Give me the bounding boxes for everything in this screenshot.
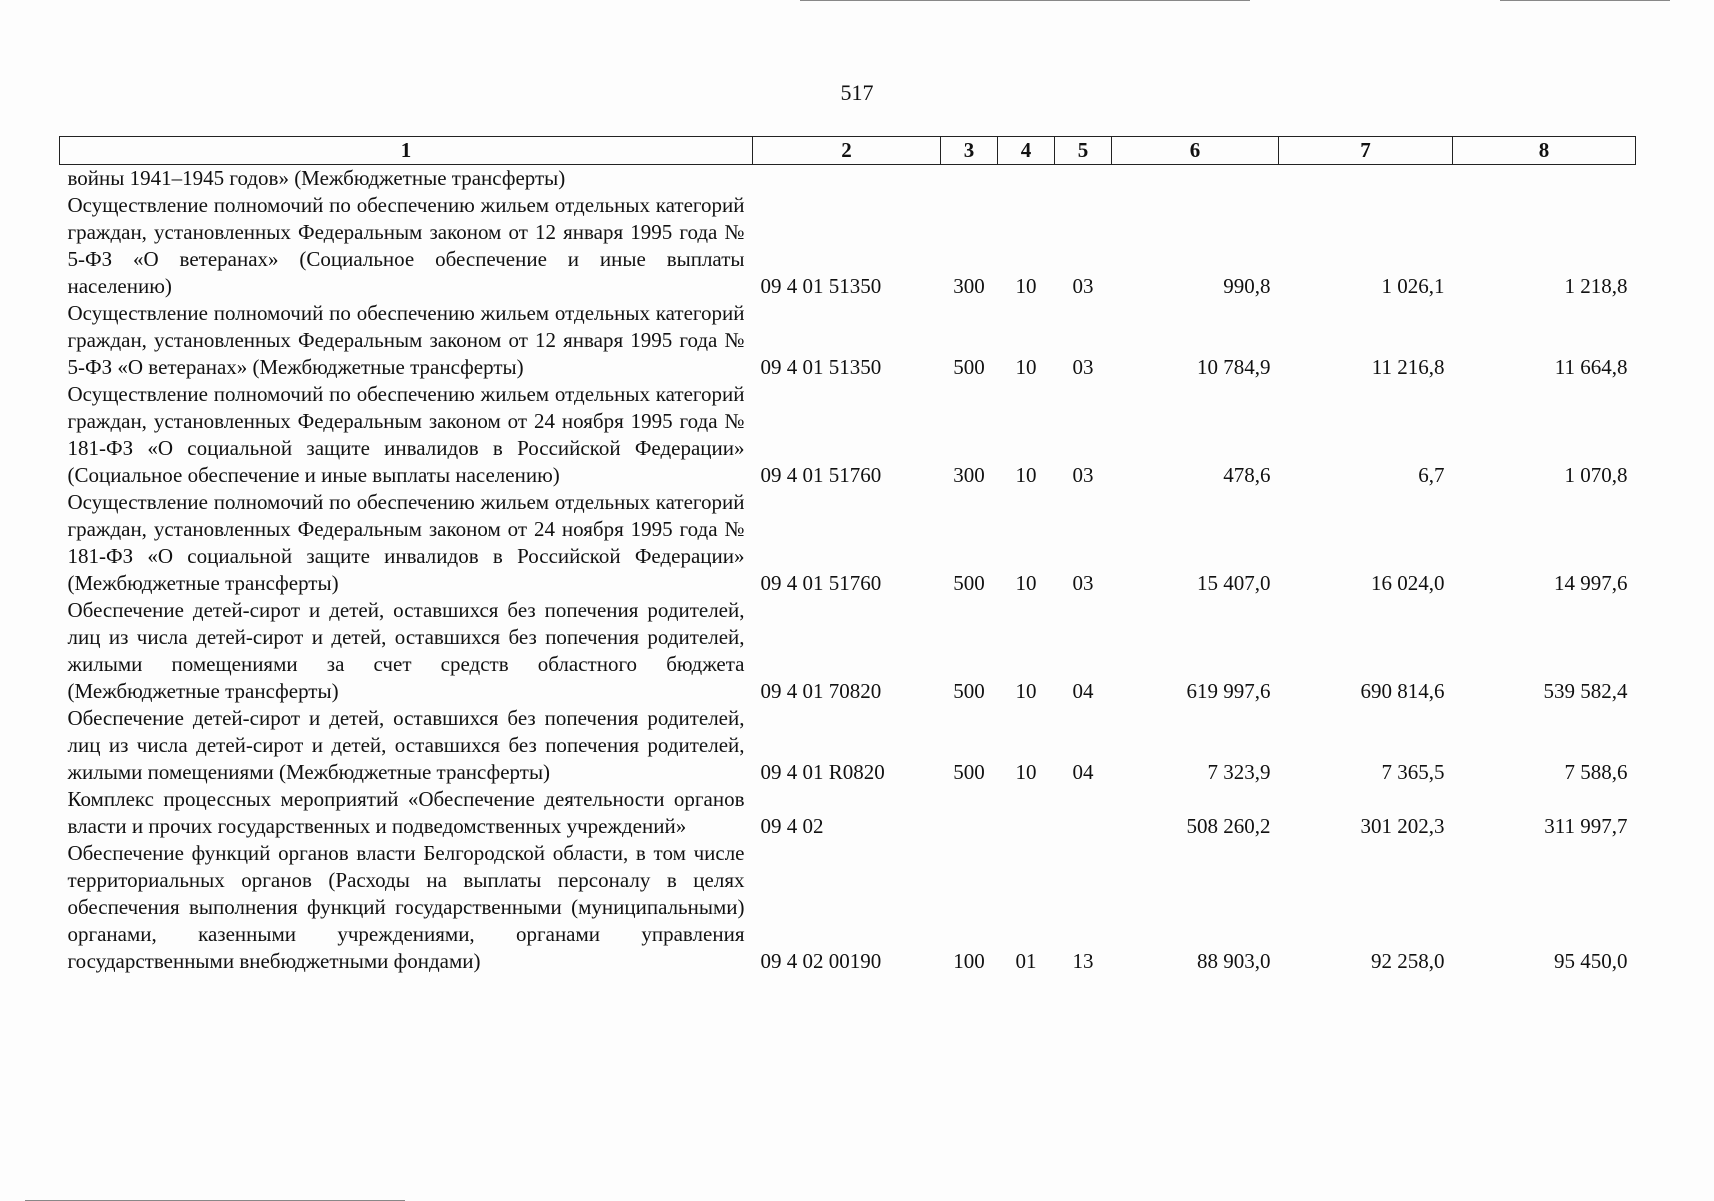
row-section: 10 <box>1015 463 1037 487</box>
row-target-code: 09 4 01 51760 <box>760 463 882 487</box>
row-target-code: 09 4 01 51760 <box>760 571 882 595</box>
row-amount-year3: 1 218,8 <box>1564 274 1628 298</box>
row-section <box>998 786 1055 840</box>
table-row <box>60 705 1636 786</box>
row-expense-type: 500 <box>953 679 985 703</box>
row-amount-year3: 1 070,8 <box>1564 463 1628 487</box>
column-header: 3 <box>941 137 998 165</box>
row-amount-year1: 88 903,0 <box>1197 949 1271 973</box>
page-number: 517 <box>840 80 874 105</box>
row-amount-year3: 7 588,6 <box>1564 760 1628 784</box>
table-row <box>60 786 1636 840</box>
row-subsection: 03 <box>1072 571 1094 595</box>
row-amount-year2: 1 026,1 <box>1381 274 1445 298</box>
row-expense-type: 500 <box>953 571 985 595</box>
row-subsection: 13 <box>1072 949 1094 973</box>
row-amount-year3: 311 997,7 <box>1544 814 1628 838</box>
row-subsection: 03 <box>1072 274 1094 298</box>
column-header: 8 <box>1453 137 1636 165</box>
row-subsection: 03 <box>1072 355 1094 379</box>
row-amount-year1 <box>1112 165 1279 193</box>
column-header: 1 <box>60 137 753 165</box>
column-header: 5 <box>1055 137 1112 165</box>
row-amount-year2: 7 365,5 <box>1381 760 1445 784</box>
table-row <box>60 489 1636 597</box>
row-description: Обеспечение детей-сирот и детей, оставшихся без попечения родителей, лиц из числа детей-сирот и детей, оставшихся без попечения родителей, жилыми помещениями (Межбюджетные трансферты) <box>67 706 745 784</box>
row-target-code: 09 4 02 <box>760 814 824 838</box>
table-header-row <box>60 137 1636 165</box>
row-section: 10 <box>1015 274 1037 298</box>
row-description: Осуществление полномочий по обеспечению жильем отдельных категорий граждан, установленных Федеральным законом от 12 января 1995 года № 5-ФЗ «О ветеранах» (Социальное обеспечение и иные выплаты населению) <box>67 193 745 298</box>
row-target-code: 09 4 01 51350 <box>760 355 882 379</box>
column-header: 6 <box>1112 137 1279 165</box>
row-amount-year1: 990,8 <box>1223 274 1271 298</box>
row-amount-year2: 92 258,0 <box>1371 949 1445 973</box>
row-description: Обеспечение функций органов власти Белгородской области, в том числе территориальных органов (Расходы на выплаты персоналу в целях обеспечения выполнения функций государственными (муниципальными) органами, казенными учреждениями, органами управления государственными внебюджетными фондами) <box>67 841 745 973</box>
row-subsection: 04 <box>1072 760 1094 784</box>
row-description: Обеспечение детей-сирот и детей, оставшихся без попечения родителей, лиц из числа детей-сирот и детей, оставшихся без попечения родителей, жилыми помещениями за счет средств областного бюджета (Межбюджетные трансферты) <box>67 598 745 703</box>
row-amount-year2: 11 216,8 <box>1371 355 1445 379</box>
column-header: 7 <box>1279 137 1453 165</box>
row-expense-type: 500 <box>953 355 985 379</box>
row-amount-year2 <box>1279 165 1453 193</box>
row-expense-type: 300 <box>953 274 985 298</box>
row-expense-type: 500 <box>953 760 985 784</box>
scan-artifact-line <box>1500 0 1670 1</box>
table-row <box>60 192 1636 300</box>
row-subsection <box>1055 786 1112 840</box>
table-row <box>60 381 1636 489</box>
column-header: 4 <box>998 137 1055 165</box>
table-row <box>60 840 1636 975</box>
row-description: Осуществление полномочий по обеспечению жильем отдельных категорий граждан, установленных Федеральным законом от 12 января 1995 года № 5-ФЗ «О ветеранах» (Межбюджетные трансферты) <box>67 301 745 379</box>
row-section: 01 <box>1015 949 1037 973</box>
row-expense-type <box>941 165 998 193</box>
budget-table <box>59 136 1636 975</box>
row-section: 10 <box>1015 760 1037 784</box>
row-target-code: 09 4 01 70820 <box>760 679 882 703</box>
row-amount-year1: 7 323,9 <box>1207 760 1271 784</box>
row-amount-year1: 15 407,0 <box>1197 571 1271 595</box>
row-amount-year3 <box>1453 165 1636 193</box>
row-expense-type: 300 <box>953 463 985 487</box>
table-row <box>60 300 1636 381</box>
row-section: 10 <box>1015 355 1037 379</box>
row-description: Осуществление полномочий по обеспечению жильем отдельных категорий граждан, установленных Федеральным законом от 24 ноября 1995 года № 181-ФЗ «О социальной защите инвалидов в Российской Федерации» (Межбюджетные трансферты) <box>67 490 745 595</box>
scan-artifact-line <box>800 0 1250 1</box>
row-amount-year1: 619 997,6 <box>1186 679 1271 703</box>
row-amount-year3: 11 664,8 <box>1554 355 1628 379</box>
row-amount-year2: 6,7 <box>1418 463 1445 487</box>
row-subsection: 04 <box>1072 679 1094 703</box>
row-amount-year3: 14 997,6 <box>1554 571 1628 595</box>
row-amount-year3: 539 582,4 <box>1543 679 1628 703</box>
row-amount-year3: 95 450,0 <box>1554 949 1628 973</box>
row-section: 10 <box>1015 679 1037 703</box>
table-row <box>60 597 1636 705</box>
row-amount-year1: 508 260,2 <box>1186 814 1271 838</box>
row-section: 10 <box>1015 571 1037 595</box>
row-target-code <box>753 165 941 193</box>
column-header: 2 <box>753 137 941 165</box>
row-subsection <box>1055 165 1112 193</box>
row-amount-year2: 301 202,3 <box>1360 814 1445 838</box>
row-amount-year2: 690 814,6 <box>1360 679 1445 703</box>
row-target-code: 09 4 02 00190 <box>760 949 882 973</box>
row-expense-type: 100 <box>953 949 985 973</box>
row-subsection: 03 <box>1072 463 1094 487</box>
row-expense-type <box>941 786 998 840</box>
row-amount-year1: 10 784,9 <box>1197 355 1271 379</box>
table-row <box>60 165 1636 193</box>
row-description: Комплекс процессных мероприятий «Обеспечение деятельности органов власти и прочих государственных и подведомственных учреждений» <box>67 787 745 838</box>
row-amount-year1: 478,6 <box>1223 463 1271 487</box>
row-target-code: 09 4 01 51350 <box>760 274 882 298</box>
row-section <box>998 165 1055 193</box>
row-target-code: 09 4 01 R0820 <box>760 760 885 784</box>
row-description: войны 1941–1945 годов» (Межбюджетные трансферты) <box>67 166 566 190</box>
row-description: Осуществление полномочий по обеспечению жильем отдельных категорий граждан, установленных Федеральным законом от 24 ноября 1995 года № 181-ФЗ «О социальной защите инвалидов в Российской Федерации» (Социальное обеспечение и иные выплаты населению) <box>67 382 745 487</box>
row-amount-year2: 16 024,0 <box>1371 571 1445 595</box>
